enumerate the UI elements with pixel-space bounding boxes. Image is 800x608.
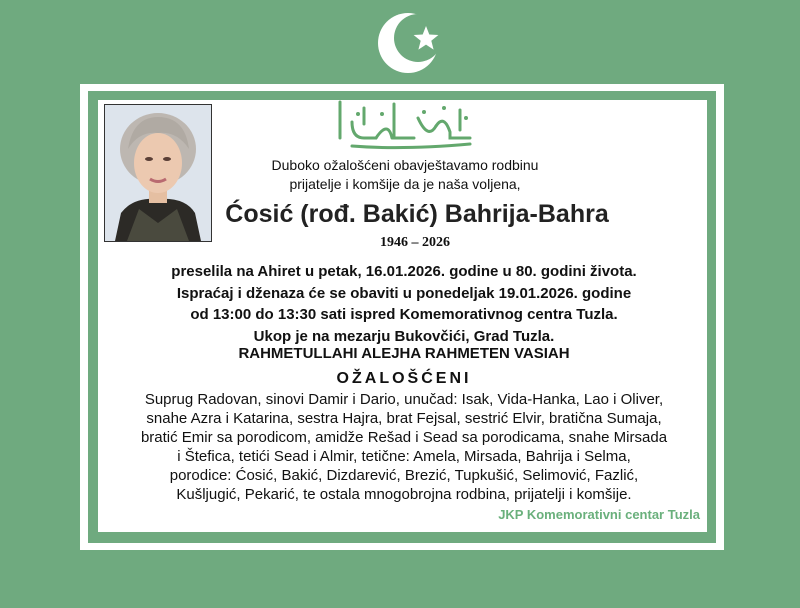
arabic-calligraphy <box>332 96 478 152</box>
notice-line: Ukop je na mezarju Bukovčići, Grad Tuzla. <box>253 328 555 345</box>
notice-line: Ispraćaj i dženaza će se obaviti u ponedeljak 19.01.2026. godine <box>176 285 632 302</box>
mourners-title: OŽALOŠĆENI <box>336 370 472 387</box>
mourners-line: porodice: Ćosić, Bakić, Dizdarević, Brezić, Tupkušić, Selimović, Fazlić, <box>169 467 639 484</box>
notice-line: preselila na Ahiret u petak, 16.01.2026. godine u 80. godini života. <box>171 263 637 280</box>
mourners-line: Suprug Radovan, sinovi Damir i Dario, unučad: Isak, Vida-Hanka, Lao i Oliver, <box>144 391 664 408</box>
mourners-line: bratić Emir sa porodicom, amidže Rešad i Sead sa porodicama, snahe Mirsada <box>140 429 668 446</box>
deceased-name: Ćosić (rođ. Bakić) Bahrija-Bahra <box>225 200 609 228</box>
mourners-line: snahe Azra i Katarina, sestra Hajra, brat Fejsal, sestrić Elvir, bratična Sumaja, <box>146 410 662 427</box>
intro-line: prijatelje i komšije da je naša voljena, <box>289 176 521 192</box>
intro-line: Duboko ožalošćeni obavještavamo rodbinu <box>271 157 539 173</box>
crescent-star-icon <box>378 10 444 76</box>
deceased-years: 1946 – 2026 <box>380 235 450 250</box>
mourners-line: Kušljugić, Pekarić, te ostala mnogobrojna rodbina, prijatelji i komšije. <box>176 486 632 503</box>
mourners-line: i Štefica, tetići Sead i Almir, tetične: Amela, Mirsada, Bahrija i Selma, <box>177 448 631 465</box>
notice-line: od 13:00 do 13:30 sati ispred Komemorativnog centra Tuzla. <box>190 306 618 323</box>
prayer-line: RAHMETULLAHI ALEJHA RAHMETEN VASIAH <box>238 345 570 362</box>
organizer-credit: JKP Komemorativni centar Tuzla <box>498 507 700 522</box>
deceased-portrait <box>104 104 212 242</box>
